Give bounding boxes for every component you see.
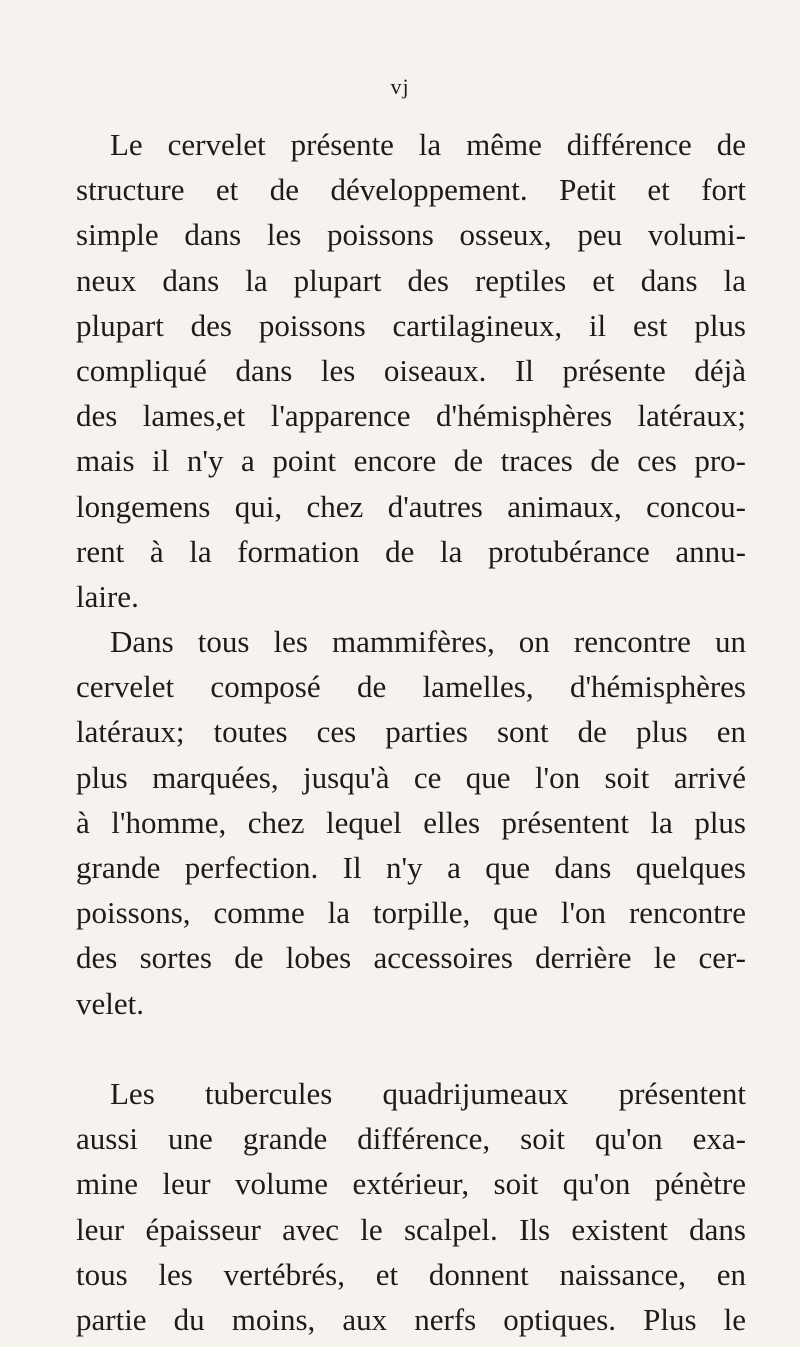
- text-line: cervelet composé de lamelles, d'hémisphères: [76, 669, 746, 705]
- text-line: Le cervelet présente la même différence de: [110, 127, 746, 162]
- text-line: latéraux; toutes ces parties sont de plus en: [76, 714, 746, 750]
- text-line: aussi une grande différence, soit qu'on exa-: [76, 1121, 746, 1157]
- text-line: leur épaisseur avec le scalpel. Ils existent dans: [76, 1211, 746, 1247]
- text-line: structure et de développement. Petit et fort: [76, 172, 746, 208]
- text-line: grande perfection. Il n'y a que dans quelques: [76, 850, 746, 885]
- text-line: partie du moins, aux nerfs optiques. Plus le: [76, 1301, 746, 1337]
- paragraph-2: [76, 619, 746, 1071]
- text-line: rent à la formation de la protubérance annu-: [76, 533, 746, 569]
- body-text: [76, 122, 746, 1342]
- text-line: tous les vertébrés, et donnent naissance, en: [76, 1256, 746, 1292]
- paragraph-1: [76, 122, 746, 619]
- text-line: Dans tous les mammifères, on rencontre un: [110, 624, 746, 660]
- text-line: velet.: [76, 985, 144, 1021]
- page-number: vj: [390, 74, 410, 99]
- text-line: mais il n'y a point encore de traces de ces pro-: [76, 443, 746, 479]
- text-line: mine leur volume extérieur, soit qu'on pénètre: [76, 1166, 746, 1202]
- text-line: laire.: [76, 578, 139, 614]
- text-line: longemens qui, chez d'autres animaux, concou-: [76, 488, 746, 524]
- text-line: des sortes de lobes accessoires derrière le cer-: [76, 940, 746, 976]
- paragraph-3: [76, 1071, 746, 1342]
- text-line: Les tubercules quadrijumeaux présentent: [110, 1075, 746, 1111]
- text-line: plus marquées, jusqu'à ce que l'on soit arrivé: [76, 759, 746, 795]
- text-line: des lames,et l'apparence d'hémisphères latéraux;: [76, 398, 746, 434]
- text-line: à l'homme, chez lequel elles présentent la plus: [76, 804, 746, 840]
- text-line: plupart des poissons cartilagineux, il est plus: [76, 307, 746, 343]
- text-line: compliqué dans les oiseaux. Il présente déjà: [76, 352, 746, 388]
- text-line: neux dans la plupart des reptiles et dans la: [76, 262, 746, 298]
- text-line: simple dans les poissons osseux, peu volumi-: [76, 217, 746, 253]
- text-line: [76, 1026, 746, 1071]
- text-line: poissons, comme la torpille, que l'on rencontre: [76, 895, 746, 931]
